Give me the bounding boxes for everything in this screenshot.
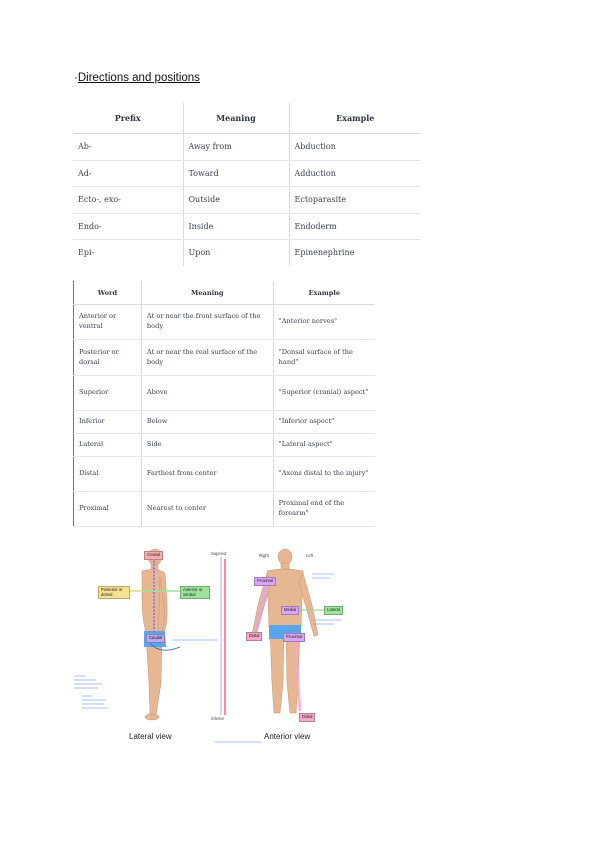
proximal-leg-tag: Proximal bbox=[283, 633, 305, 642]
table-cell: Farthest from center bbox=[141, 457, 273, 492]
table-cell: Superior bbox=[74, 376, 142, 411]
table-cell: "Inferior aspect" bbox=[273, 411, 375, 434]
prefix-table bbox=[73, 103, 421, 266]
table-cell: Proximal end of the forearm" bbox=[273, 492, 375, 527]
table-header-row bbox=[73, 103, 421, 134]
right-label: Right bbox=[259, 553, 269, 558]
table-cell: Upon bbox=[183, 240, 289, 266]
table-row bbox=[74, 411, 376, 434]
table-row bbox=[74, 457, 376, 492]
table-cell: Anterior or ventral bbox=[74, 305, 142, 340]
table-cell: "Lateral aspect" bbox=[273, 434, 375, 457]
table-row bbox=[73, 160, 421, 187]
proximal-tag: Proximal bbox=[254, 577, 276, 586]
table-cell: Ecto-, exo- bbox=[73, 187, 183, 214]
heading-title: Directions and positions bbox=[77, 72, 200, 84]
table-row bbox=[74, 434, 376, 457]
medial-tag: Medial bbox=[281, 606, 299, 615]
left-label: Left bbox=[306, 553, 313, 558]
column-header: Meaning bbox=[183, 103, 289, 134]
caudal-tag: Caudal bbox=[146, 634, 165, 643]
table-row bbox=[74, 492, 376, 527]
table-cell: "Anterior nerves" bbox=[273, 305, 375, 340]
distal-foot-tag: Distal bbox=[299, 713, 315, 722]
table-row bbox=[74, 376, 376, 411]
table-cell: Adduction bbox=[289, 160, 421, 187]
anatomical-directions-figure bbox=[72, 543, 348, 748]
table-cell: Ad- bbox=[73, 160, 183, 187]
cranial-tag: Cranial bbox=[144, 551, 163, 560]
superior-label: Superior bbox=[211, 551, 227, 556]
table-cell: Lateral bbox=[74, 434, 142, 457]
anterior-tag: Anterior or ventral bbox=[180, 586, 210, 599]
table-row bbox=[73, 240, 421, 266]
column-header: Prefix bbox=[73, 103, 183, 134]
heading-bullet: · bbox=[74, 72, 78, 84]
table-row bbox=[73, 134, 421, 161]
table-cell: Toward bbox=[183, 160, 289, 187]
table-cell: Proximal bbox=[74, 492, 142, 527]
anterior-view-caption: Anterior view bbox=[264, 732, 311, 741]
table-cell: Distal bbox=[74, 457, 142, 492]
table-cell: Above bbox=[141, 376, 273, 411]
table-cell: Ectoparasite bbox=[289, 187, 421, 214]
table-cell: "Superior (cranial) aspect" bbox=[273, 376, 375, 411]
table-cell: Away from bbox=[183, 134, 289, 161]
table-row bbox=[74, 340, 376, 376]
column-header: Example bbox=[273, 281, 375, 305]
lateral-view-caption: Lateral view bbox=[129, 732, 172, 741]
table-cell: Nearest to center bbox=[141, 492, 273, 527]
table-cell: At or near the real surface of the body bbox=[141, 340, 273, 376]
column-header: Meaning bbox=[141, 281, 273, 305]
column-header: Word bbox=[74, 281, 142, 305]
word-table bbox=[73, 281, 375, 527]
table-cell: Posterior or dorsal bbox=[74, 340, 142, 376]
table-cell: Below bbox=[141, 411, 273, 434]
table-cell: "Axons distal to the injury" bbox=[273, 457, 375, 492]
table-cell: Inside bbox=[183, 213, 289, 240]
table-cell: Endoderm bbox=[289, 213, 421, 240]
table-cell: Epi- bbox=[78, 248, 95, 258]
table-cell: Inferior bbox=[74, 411, 142, 434]
lateral-tag: Lateral bbox=[324, 606, 343, 615]
fine-annotations bbox=[72, 543, 348, 748]
table-cell: Abduction bbox=[289, 134, 421, 161]
table-header-row bbox=[74, 281, 376, 305]
inferior-label: Inferior bbox=[211, 716, 225, 721]
table-cell: Outside bbox=[183, 187, 289, 214]
table-row bbox=[74, 305, 376, 340]
table-cell: "Donsal surface of the hand" bbox=[273, 340, 375, 376]
table-row bbox=[73, 213, 421, 240]
table-cell: Endo- bbox=[73, 213, 183, 240]
table-cell: Ab- bbox=[73, 134, 183, 161]
section-heading bbox=[74, 72, 200, 84]
table-cell: Side bbox=[141, 434, 273, 457]
table-row bbox=[73, 187, 421, 214]
distal-tag: Distal bbox=[246, 632, 262, 641]
table-cell: Epinenephrine bbox=[289, 240, 421, 266]
table-cell: At or near the front surface of the body bbox=[141, 305, 273, 340]
posterior-tag: Posterior or dorsal bbox=[98, 586, 130, 599]
column-header: Example bbox=[289, 103, 421, 134]
